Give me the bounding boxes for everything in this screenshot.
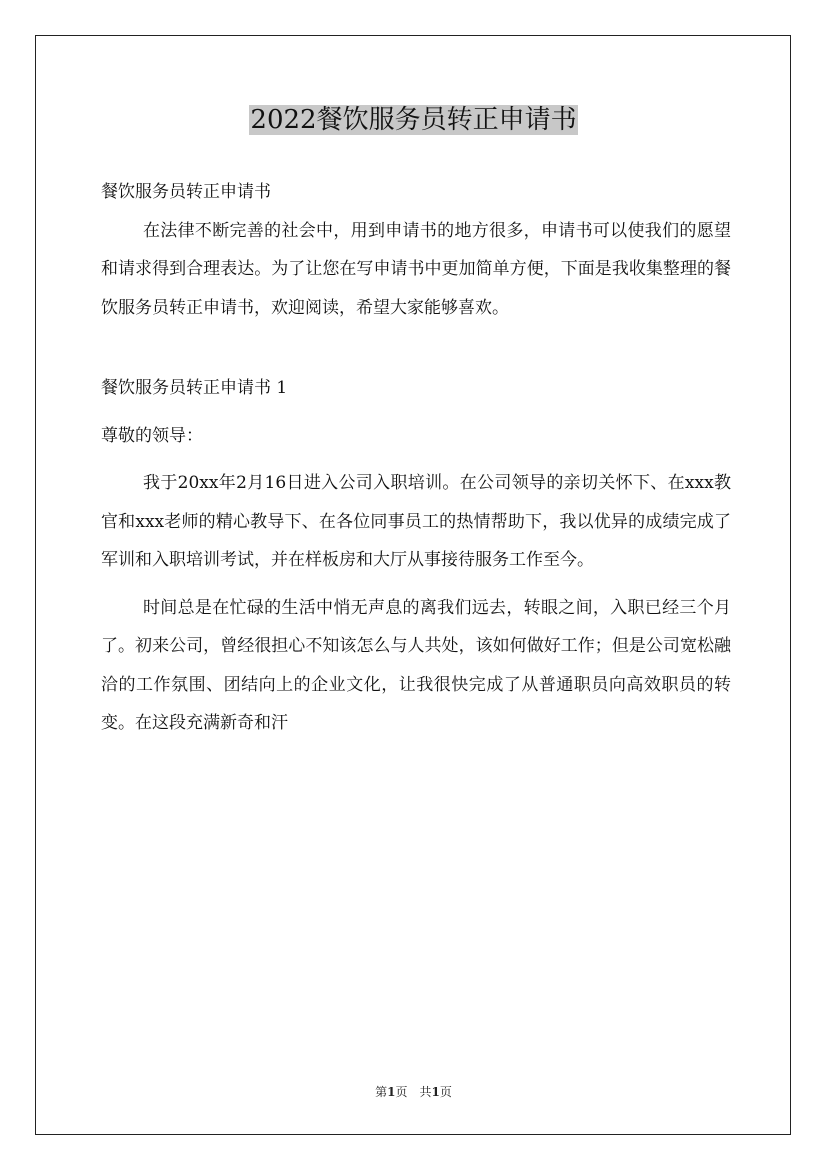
subheading: 餐饮服务员转正申请书 <box>101 182 271 202</box>
body-paragraph-1: 我于20xx年2月16日进入公司入职培训。在公司领导的亲切关怀下、在xxx教官和xxx老师的精心教导下、在各位同事员工的热情帮助下，我以优异的成绩完成了军训和入职培训考试，并在样板房和大厅从事接待服务工作至今。 <box>101 473 731 570</box>
document-body <box>101 173 731 743</box>
section-heading: 餐饮服务员转正申请书 1 <box>101 378 288 398</box>
body-paragraph-2: 时间总是在忙碌的生活中悄无声息的离我们远去，转眼之间，入职已经三个月了。初来公司，曾经很担心不知该怎么与人共处，该如何做好工作；但是公司宽松融洽的工作氛围、团结向上的企业文化，让我很快完成了从普通职员向高效职员的转变。在这段充满新奇和汗 <box>101 597 731 733</box>
current-page-number: 1 <box>387 1085 396 1099</box>
document-title: 2022餐饮服务员转正申请书 <box>250 105 577 135</box>
total-page-number: 1 <box>431 1085 440 1099</box>
page-footer: 第1页 共1页 <box>375 1085 452 1099</box>
salutation: 尊敬的领导： <box>101 425 203 446</box>
intro-paragraph: 在法律不断完善的社会中，用到申请书的地方很多，申请书可以使我们的愿望和请求得到合理表达。为了让您在写申请书中更加简单方便，下面是我收集整理的餐饮服务员转正申请书，欢迎阅读，希望大家能够喜欢。 <box>101 220 731 318</box>
